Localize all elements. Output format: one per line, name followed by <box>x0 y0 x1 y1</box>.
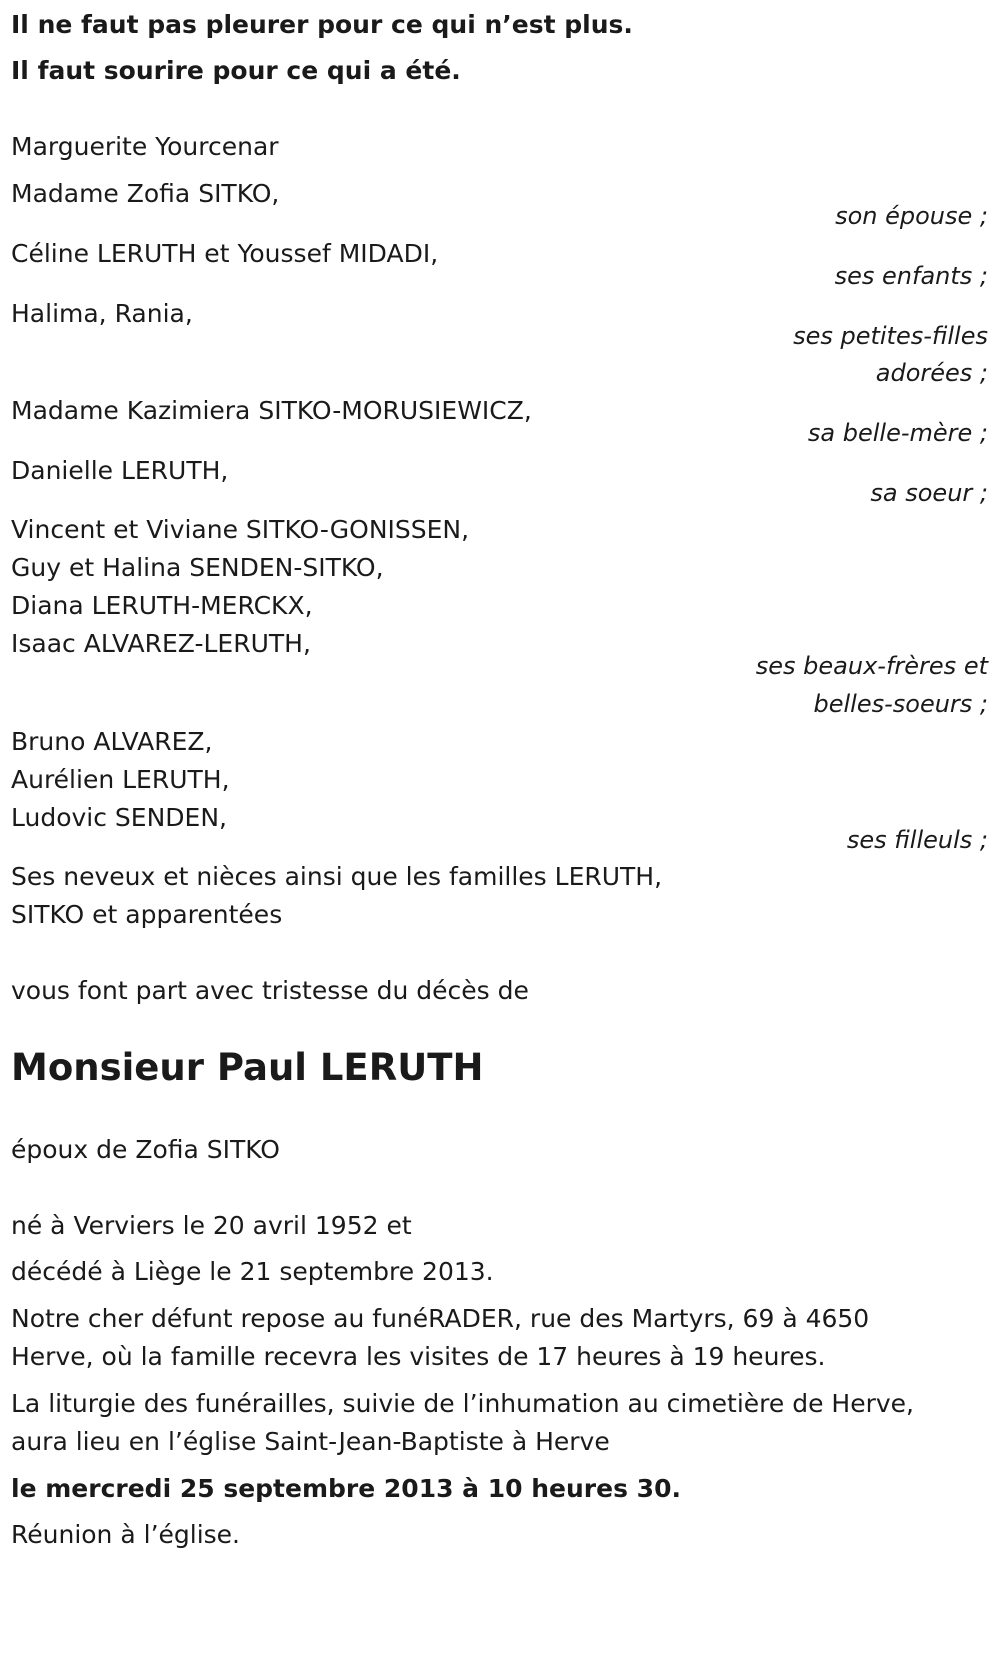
death-line: décédé à Liège le 21 septembre 2013. <box>11 1257 494 1286</box>
liturgy-line-2: aura lieu en l’église Saint-Jean-Baptiste à Herve <box>11 1427 610 1456</box>
in-laws-role-2: belles-soeurs ; <box>813 690 988 718</box>
in-laws-role-1: ses beaux-frères et <box>755 652 988 680</box>
sister-name: Danielle LERUTH, <box>11 456 229 485</box>
liturgy-line-1: La liturgie des funérailles, suivie de l’inhumation au cimetière de Herve, <box>11 1389 915 1418</box>
granddaughters-role-1: ses petites-filles <box>793 322 988 350</box>
godchildren-role: ses filleuls ; <box>846 826 988 854</box>
children-names: Céline LERUTH et Youssef MIDADI, <box>11 239 439 268</box>
sister-role: sa soeur ; <box>870 479 988 507</box>
repose-line-2: Herve, où la famille recevra les visites de 17 heures à 19 heures. <box>11 1342 826 1371</box>
in-law-name: Diana LERUTH-MERCKX, <box>11 591 313 620</box>
mother-in-law-name: Madame Kazimiera SITKO-MORUSIEWICZ, <box>11 396 532 425</box>
deceased-name: Monsieur Paul LERUTH <box>11 1046 484 1089</box>
quote-line-1: Il ne faut pas pleurer pour ce qui n’est plus. <box>11 10 633 39</box>
extended-family-line-1: Ses neveux et nièces ainsi que les familles LERUTH, <box>11 862 663 891</box>
extended-family-line-2: SITKO et apparentées <box>11 900 283 929</box>
godchild-name: Ludovic SENDEN, <box>11 803 227 832</box>
spouse-name: Madame Zofia SITKO, <box>11 179 280 208</box>
children-role: ses enfants ; <box>834 262 988 290</box>
in-law-name: Isaac ALVAREZ-LERUTH, <box>11 629 311 658</box>
in-law-name: Vincent et Viviane SITKO-GONISSEN, <box>11 515 470 544</box>
granddaughters-names: Halima, Rania, <box>11 299 193 328</box>
in-law-name: Guy et Halina SENDEN-SITKO, <box>11 553 384 582</box>
meeting-note: Réunion à l’église. <box>11 1520 241 1549</box>
announcement-intro: vous font part avec tristesse du décès de <box>11 976 529 1005</box>
birth-line: né à Verviers le 20 avril 1952 et <box>11 1211 412 1240</box>
spouse-of: époux de Zofia SITKO <box>11 1135 280 1164</box>
godchild-name: Bruno ALVAREZ, <box>11 727 213 756</box>
godchild-name: Aurélien LERUTH, <box>11 765 230 794</box>
granddaughters-role-2: adorées ; <box>875 359 988 387</box>
spouse-role: son épouse ; <box>835 202 988 230</box>
quote-author: Marguerite Yourcenar <box>11 132 279 161</box>
repose-line-1: Notre cher défunt repose au funéRADER, rue des Martyrs, 69 à 4650 <box>11 1304 870 1333</box>
mother-in-law-role: sa belle-mère ; <box>807 419 988 447</box>
ceremony-date: le mercredi 25 septembre 2013 à 10 heures 30. <box>11 1474 681 1503</box>
quote-line-2: Il faut sourire pour ce qui a été. <box>11 56 461 85</box>
